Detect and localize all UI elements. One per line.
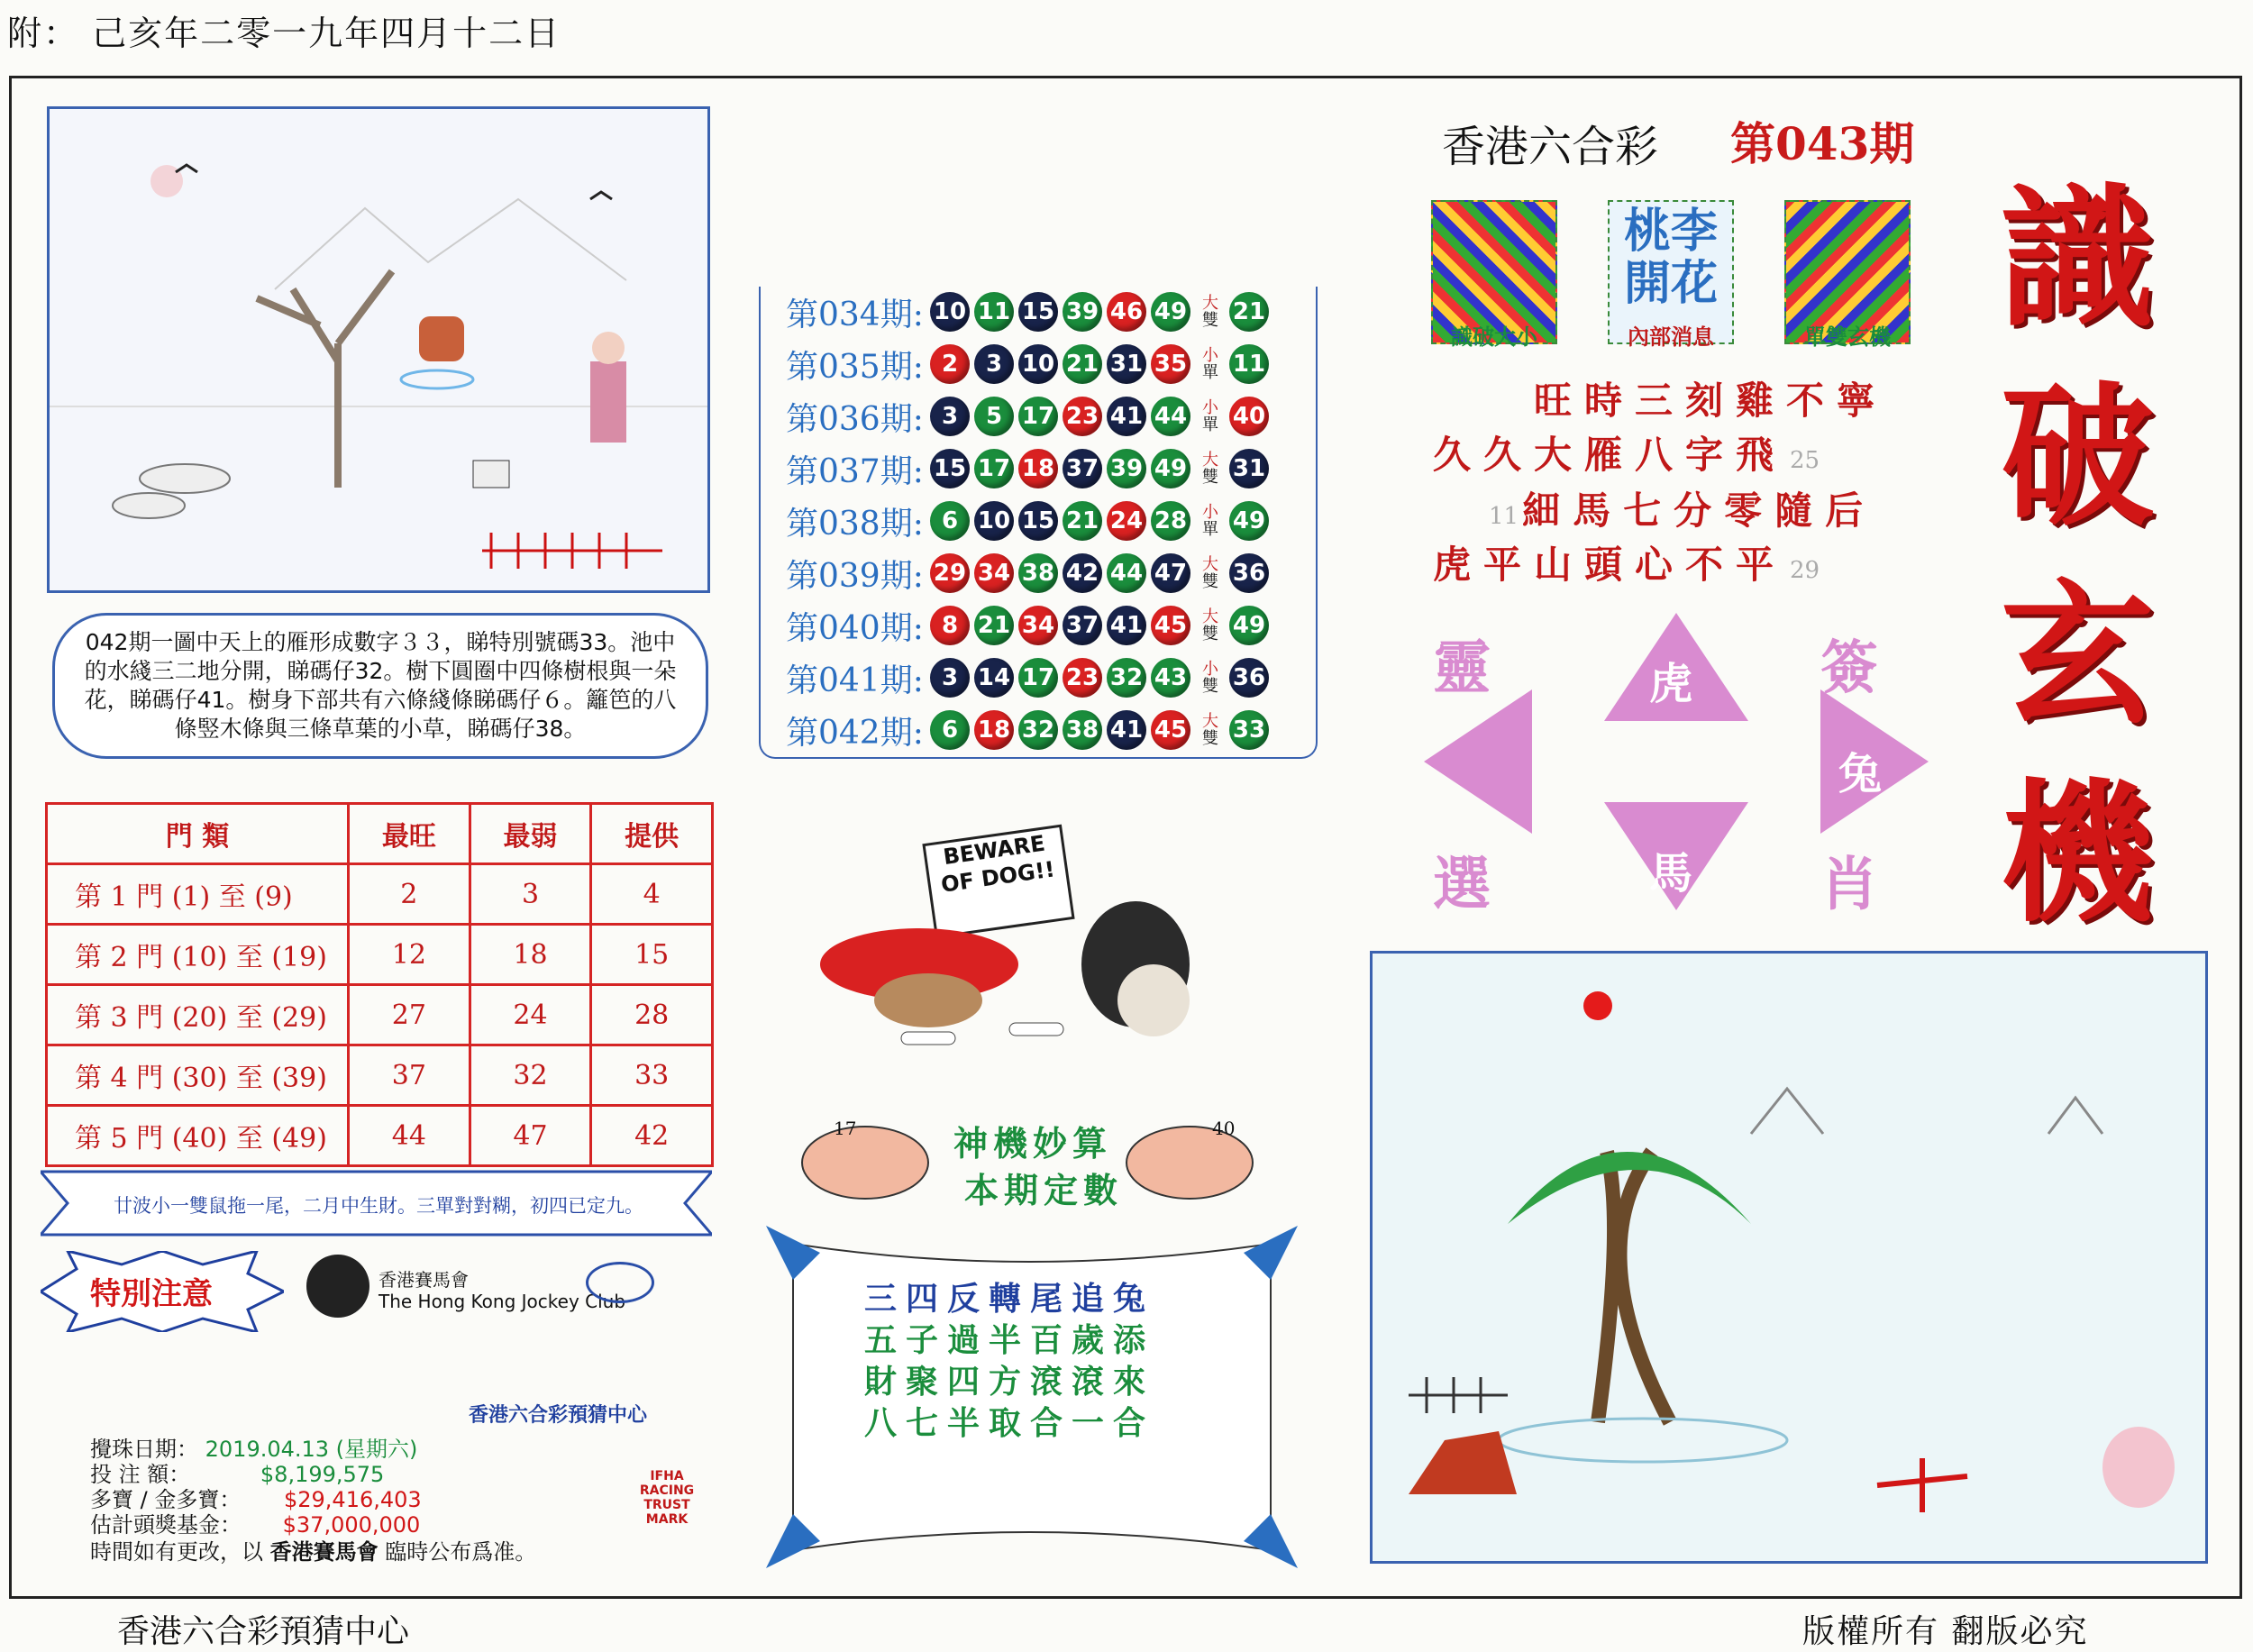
fund-line: 估計頭獎基金： $37,000,000 — [90, 1512, 421, 1538]
bet-value: $8,199,575 — [260, 1462, 385, 1487]
number-ball: 18 — [974, 710, 1014, 750]
pig-number-left: 17 — [834, 1118, 857, 1139]
compass-arrow-label: 兔 — [1838, 749, 1883, 799]
fund-label: 估計頭獎基金 — [90, 1512, 220, 1538]
number-ball: 47 — [1151, 553, 1190, 593]
size-parity-tag — [1195, 347, 1226, 381]
number-ball: 41 — [1107, 710, 1146, 750]
number-ball: 44 — [1151, 397, 1190, 436]
size-parity-tag — [1195, 556, 1226, 590]
period-row — [786, 705, 1273, 755]
riddle-text: 久久大雁八字飛 — [1433, 433, 1787, 477]
most-value: 27 — [349, 985, 470, 1045]
marksix-logo-icon — [586, 1262, 654, 1303]
draw-date-value: 2019.04.13 (星期六) — [205, 1437, 418, 1462]
door-label: 第 2 門 (10) 至 (19) — [47, 925, 349, 985]
size-parity-tag — [1195, 661, 1226, 695]
number-ball: 43 — [1151, 658, 1190, 698]
jockey-club-cn: 香港賽馬會 — [379, 1269, 469, 1291]
special-ball: 36 — [1229, 553, 1269, 593]
right-scene-illustration — [1370, 951, 2208, 1564]
period-row — [786, 548, 1273, 598]
multi-value: $29,416,403 — [283, 1487, 422, 1512]
big-title-char: 識 — [2001, 169, 2155, 349]
multi-line: 多寶 / 金多寶： $29,416,403 — [90, 1487, 422, 1512]
number-ball: 10 — [974, 501, 1014, 541]
number-ball: 42 — [1063, 553, 1102, 593]
number-ball: 3 — [930, 658, 970, 698]
pix-text-2: 開花 — [1623, 256, 1718, 311]
promo-poem — [793, 1278, 1226, 1444]
pix-label: 識破大小 — [1451, 324, 1537, 350]
number-ball: 23 — [1063, 658, 1102, 698]
period-row — [786, 339, 1273, 389]
parity-tag: 單 — [1202, 415, 1218, 434]
footer-left: 香港六合彩預猜中心 — [117, 1613, 410, 1650]
pig-slogan-1: 神機妙算 — [953, 1123, 1113, 1164]
least-value: 24 — [470, 985, 591, 1045]
period-row — [786, 287, 1273, 337]
size-tag: 大 — [1202, 712, 1218, 731]
parity-tag: 雙 — [1202, 677, 1218, 696]
promo-line: 五子過半百歲添 — [863, 1321, 1154, 1359]
parity-tag: 雙 — [1202, 311, 1218, 330]
number-ball: 31 — [1107, 344, 1146, 384]
parity-tag: 雙 — [1202, 572, 1218, 591]
parity-tag: 單 — [1202, 363, 1218, 382]
period-label: 第038期: — [786, 505, 924, 543]
period-row — [786, 653, 1273, 703]
period-label: 第034期: — [786, 296, 924, 333]
number-ball: 23 — [1063, 397, 1102, 436]
special-ball: 49 — [1229, 501, 1269, 541]
size-parity-tag — [1195, 504, 1226, 538]
jockey-club-en: The Hong Kong Jockey Club — [379, 1291, 626, 1312]
number-ball: 24 — [1107, 501, 1146, 541]
least-value: 47 — [470, 1106, 591, 1166]
size-parity-tag — [1195, 295, 1226, 329]
period-row — [786, 391, 1273, 442]
number-ball: 49 — [1151, 292, 1190, 332]
scene-drawing — [1373, 954, 2205, 1561]
header-door: 門 類 — [47, 804, 349, 864]
bet-line: 投 注 額： $8,199,575 — [90, 1462, 385, 1487]
ifha-logo: IFHA RACING TRUST MARK — [639, 1469, 695, 1527]
size-parity-tag — [1195, 713, 1226, 747]
give-value: 15 — [591, 925, 713, 985]
big-title-char: 破 — [2001, 367, 2155, 547]
number-ball: 35 — [1151, 344, 1190, 384]
issue-number: 第043期 — [1730, 117, 1915, 170]
number-ball: 15 — [1018, 292, 1058, 332]
banner-text: 廿波小一雙鼠拖一尾，二月中生財。三單對對糊，初四已定九。 — [114, 1195, 643, 1217]
most-value: 12 — [349, 925, 470, 985]
jockey-club-logo-icon — [306, 1255, 369, 1318]
number-ball: 46 — [1107, 292, 1146, 332]
number-ball: 41 — [1107, 606, 1146, 645]
number-ball: 6 — [930, 710, 970, 750]
number-ball: 10 — [930, 292, 970, 332]
number-ball: 3 — [930, 397, 970, 436]
number-ball: 3 — [974, 344, 1014, 384]
pix-label: 單雙玄機 — [1804, 324, 1891, 350]
table-row — [47, 864, 713, 925]
give-value: 42 — [591, 1106, 713, 1166]
give-value: 28 — [591, 985, 713, 1045]
number-ball: 21 — [1063, 501, 1102, 541]
size-tag: 大 — [1202, 555, 1218, 574]
pix-text-1: 桃李 — [1623, 204, 1718, 259]
number-ball: 21 — [974, 606, 1014, 645]
number-ball: 17 — [1018, 397, 1058, 436]
riddle-text: 細馬七分零隨后 — [1522, 488, 1876, 533]
special-ball: 33 — [1229, 710, 1269, 750]
multi-label: 多寶 / 金多寶 — [90, 1487, 220, 1512]
number-ball: 8 — [930, 606, 970, 645]
number-ball: 34 — [974, 553, 1014, 593]
door-label: 第 5 門 (40) 至 (49) — [47, 1106, 349, 1166]
least-value: 3 — [470, 864, 591, 925]
size-parity-tag — [1195, 399, 1226, 434]
lottery-title: 香港六合彩 — [1442, 122, 1659, 172]
header-give: 提供 — [591, 804, 713, 864]
big-title-char: 機 — [2001, 763, 2155, 944]
number-ball: 29 — [930, 553, 970, 593]
number-ball: 41 — [1107, 397, 1146, 436]
give-value: 4 — [591, 864, 713, 925]
most-value: 37 — [349, 1045, 470, 1106]
special-ball: 49 — [1229, 606, 1269, 645]
fund-value: $37,000,000 — [282, 1512, 421, 1538]
number-ball: 34 — [1018, 606, 1058, 645]
number-ball: 37 — [1063, 606, 1102, 645]
parity-tag: 雙 — [1202, 625, 1218, 643]
parity-tag: 雙 — [1202, 729, 1218, 748]
period-label: 第037期: — [786, 452, 924, 490]
number-ball: 49 — [1151, 449, 1190, 488]
compass-corner: 靈 — [1433, 634, 1491, 702]
period-row — [786, 496, 1273, 546]
size-tag: 小 — [1202, 346, 1218, 365]
most-value: 44 — [349, 1106, 470, 1166]
notice-suffix: 臨時公布爲准。 — [385, 1539, 537, 1565]
period-label: 第035期: — [786, 348, 924, 386]
number-ball: 37 — [1063, 449, 1102, 488]
pig-slogan-2: 本期定數 — [964, 1170, 1124, 1210]
period-label: 第039期: — [786, 557, 924, 595]
compass-corner: 選 — [1433, 851, 1491, 918]
number-ball: 15 — [930, 449, 970, 488]
period-label: 第042期: — [786, 714, 924, 752]
special-notice: 特別注意 — [90, 1276, 213, 1312]
riddle-text: 虎平山頭心不平 — [1433, 543, 1787, 587]
riddle-text: 旺時三刻雞不寧 — [1534, 379, 1888, 423]
draw-date-line: 攪珠日期： 2019.04.13 (星期六) — [90, 1437, 418, 1462]
number-ball: 10 — [1018, 344, 1058, 384]
left-scene-illustration — [47, 106, 710, 593]
notice-org: 香港賽馬會 — [269, 1539, 379, 1565]
special-ball: 31 — [1229, 449, 1269, 488]
draw-date-label: 攪珠日期 — [90, 1437, 177, 1462]
left-analysis-note: 042期一圖中天上的雁形成數字３３，睇特別號碼33。池中的水綫三二地分開，睇碼仔32。樹下圓圈中四條樹根與一朵花，睇碼仔41。樹身下部共有六條綫條睇碼仔６。籬笆的八條竪木條與三條草葉的小草，睇碼仔38。 — [52, 613, 708, 759]
number-ball: 15 — [1018, 501, 1058, 541]
riddle-line — [1431, 535, 1821, 589]
table-row — [47, 1106, 713, 1166]
number-ball: 6 — [930, 501, 970, 541]
bet-label: 投 注 額 — [90, 1462, 169, 1487]
period-row — [786, 443, 1273, 494]
compass-corner: 簽 — [1820, 634, 1878, 702]
number-ball: 14 — [974, 658, 1014, 698]
door-label: 第 1 門 (1) 至 (9) — [47, 864, 349, 925]
pig-number-right: 40 — [1212, 1118, 1236, 1139]
special-ball: 36 — [1229, 658, 1269, 698]
compass-arrow-label: 馬 — [1649, 848, 1693, 899]
size-tag: 大 — [1202, 607, 1218, 626]
number-ball: 17 — [974, 449, 1014, 488]
top-date: 附： 己亥年二零一九年四月十二日 — [7, 14, 561, 53]
riddle-line — [1532, 371, 1889, 425]
period-label: 第040期: — [786, 609, 924, 647]
promo-line: 三四反轉尾追兔 — [863, 1280, 1154, 1318]
number-ball: 32 — [1018, 710, 1058, 750]
table-row — [47, 985, 713, 1045]
size-tag: 大 — [1202, 294, 1218, 313]
number-ball: 45 — [1151, 606, 1190, 645]
number-ball: 28 — [1151, 501, 1190, 541]
period-row — [786, 600, 1273, 651]
notice-line — [90, 1534, 536, 1565]
number-ball: 21 — [1063, 344, 1102, 384]
big-title-char: 玄 — [2001, 565, 2155, 745]
number-ball: 11 — [974, 292, 1014, 332]
pix-label: 內部消息 — [1628, 324, 1714, 350]
beware-sign: BEWARE OF DOG!! — [922, 825, 1074, 939]
forecast-center: 香港六合彩預猜中心 — [469, 1404, 648, 1427]
size-parity-tag — [1195, 452, 1226, 486]
number-ball: 39 — [1107, 449, 1146, 488]
riddle-number: 25 — [1790, 447, 1820, 474]
header-least: 最弱 — [470, 804, 591, 864]
door-table — [45, 802, 714, 1167]
least-value: 32 — [470, 1045, 591, 1106]
number-ball: 38 — [1018, 553, 1058, 593]
size-tag: 小 — [1202, 398, 1218, 417]
riddle-line — [1431, 425, 1821, 479]
special-ball: 11 — [1229, 344, 1269, 384]
period-label: 第036期: — [786, 400, 924, 438]
scene-drawing — [50, 109, 707, 590]
size-tag: 大 — [1202, 451, 1218, 470]
notice-prefix: 時間如有更改，以 — [90, 1539, 263, 1565]
compass-arrow-label: 虎 — [1649, 659, 1693, 709]
number-ball: 5 — [974, 397, 1014, 436]
number-ball: 45 — [1151, 710, 1190, 750]
least-value: 18 — [470, 925, 591, 985]
door-label: 第 3 門 (20) 至 (29) — [47, 985, 349, 1045]
riddle-line — [1487, 481, 1877, 535]
parity-tag: 雙 — [1202, 468, 1218, 487]
header-most: 最旺 — [349, 804, 470, 864]
door-label: 第 4 門 (30) 至 (39) — [47, 1045, 349, 1106]
number-ball: 18 — [1018, 449, 1058, 488]
number-ball: 44 — [1107, 553, 1146, 593]
table-row — [47, 925, 713, 985]
table-row — [47, 1045, 713, 1106]
footer-right: 版權所有 翻版必究 — [1802, 1613, 2089, 1650]
size-tag: 小 — [1202, 660, 1218, 679]
size-parity-tag — [1195, 608, 1226, 643]
number-ball: 32 — [1107, 658, 1146, 698]
number-ball: 17 — [1018, 658, 1058, 698]
size-tag: 小 — [1202, 503, 1218, 522]
number-ball: 39 — [1063, 292, 1102, 332]
number-ball: 2 — [930, 344, 970, 384]
promo-line: 財聚四方滾滾來 — [863, 1363, 1154, 1401]
special-ball: 40 — [1229, 397, 1269, 436]
special-ball: 21 — [1229, 292, 1269, 332]
riddle-number: 11 — [1489, 503, 1519, 530]
most-value: 2 — [349, 864, 470, 925]
compass-corner: 肖 — [1820, 851, 1878, 918]
give-value: 33 — [591, 1045, 713, 1106]
parity-tag: 單 — [1202, 520, 1218, 539]
dogs-illustration — [811, 865, 1280, 1063]
riddle-number: 29 — [1790, 557, 1820, 584]
promo-line: 八七半取合一合 — [863, 1404, 1154, 1442]
period-label: 第041期: — [786, 662, 924, 699]
number-ball: 38 — [1063, 710, 1102, 750]
